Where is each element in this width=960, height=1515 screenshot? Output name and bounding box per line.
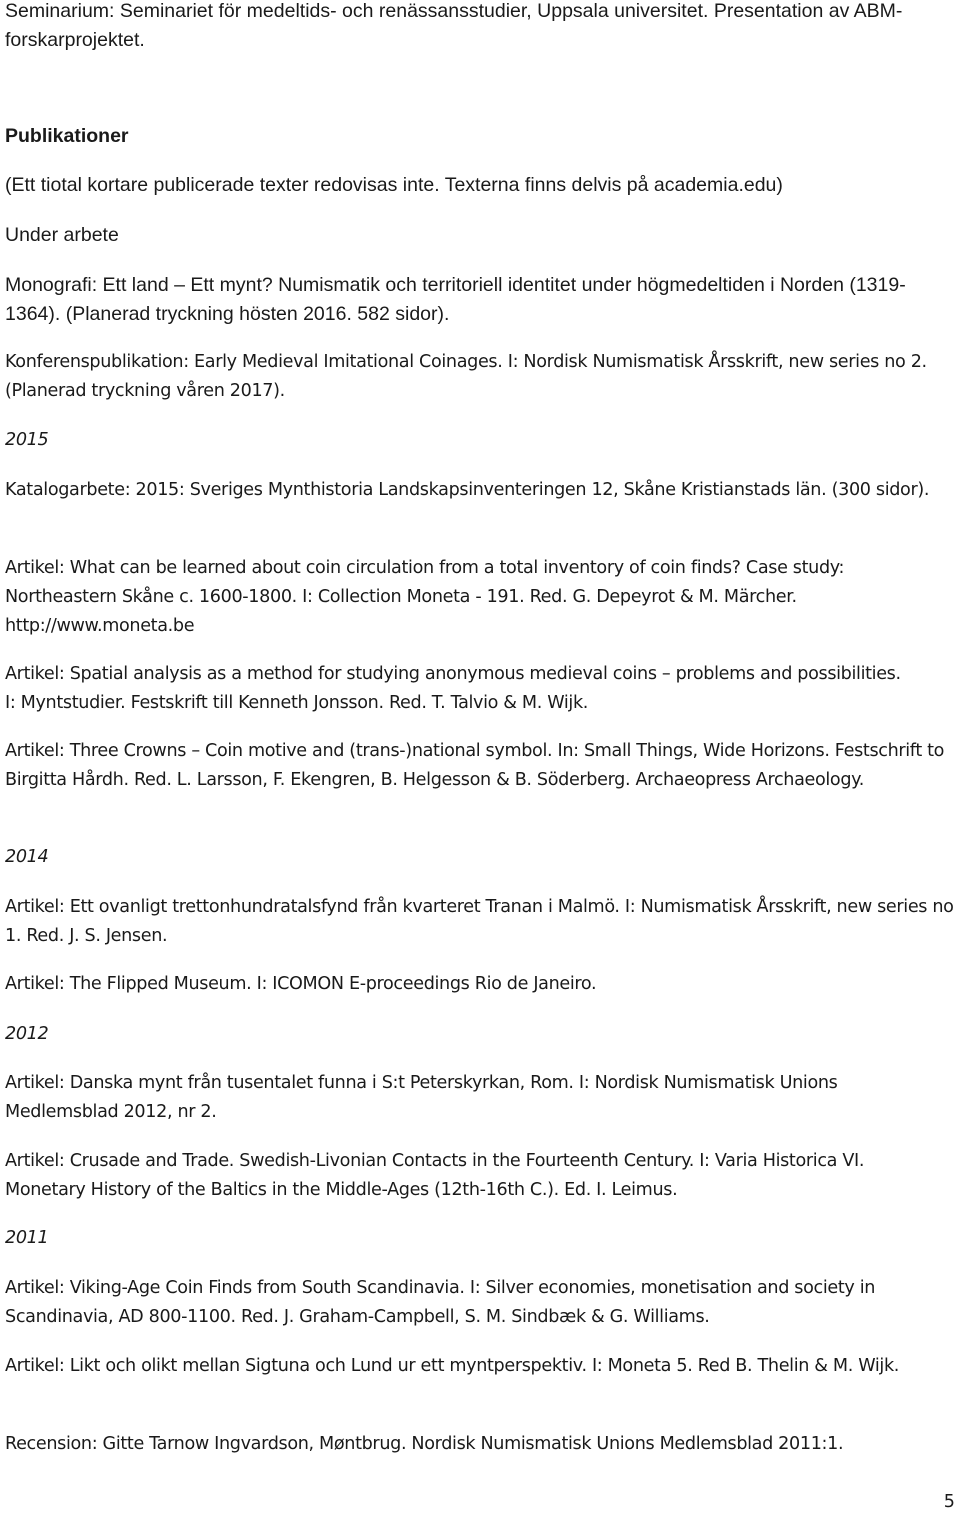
konferens-entry: Konferenspublikation: Early Medieval Imitational Coinages. I: Nordisk Numismatisk Årsskrift, new series no 2. (Planerad tryckning våren 2017). (5, 352, 933, 401)
entry-2015-three-crowns: Artikel: Three Crowns – Coin motive and (trans-)national symbol. In: Small Things, Wide Horizons. Festschrift to Birgitta Hårdh. Red. L. Larsson, F. Ekengren, B. Helgesson & B. Söderberg. Archaeopress Archaeology. (5, 741, 950, 790)
page-number: 5 (943, 1492, 955, 1512)
publikationer-note: (Ett tiotal kortare publicerade texter redovisas inte. Texterna finns delvis på academia.edu) (5, 174, 783, 196)
entry-2015-coin-circulation: Artikel: What can be learned about coin circulation from a total inventory of coin finds? Case study: Northeastern Skåne c. 1600-1800. I: Collection Moneta - 191. Red. G. Depeyrot & M. Märcher. http://www.moneta.be (5, 558, 850, 636)
entry-2011-viking-age: Artikel: Viking-Age Coin Finds from South Scandinavia. I: Silver economies, monetisation and society in Scandinavia, AD 800-1100. Red. J. Graham-Campbell, S. M. Sindbæk & G. Williams. (5, 1278, 881, 1327)
entry-2011-sigtuna-lund: Artikel: Likt och olikt mellan Sigtuna och Lund ur ett myntperspektiv. I: Moneta 5. Red B. Thelin & M. Wijk. (5, 1356, 900, 1376)
entry-2014-flipped-museum: Artikel: The Flipped Museum. I: ICOMON E-proceedings Rio de Janeiro. (5, 974, 597, 994)
year-heading-2014: 2014 (5, 847, 49, 867)
monografi-entry: Monografi: Ett land – Ett mynt? Numismatik och territoriell identitet under högmedeltiden i Norden (1319-1364). (Planerad tryckning hösten 2016. 582 sidor). (5, 274, 906, 325)
year-heading-2015: 2015 (5, 430, 49, 450)
entry-2015-katalog: Katalogarbete: 2015: Sveriges Mynthistoria Landskapsinventeringen 12, Skåne Kristianstads län. (300 sidor). (5, 480, 930, 500)
entry-2012-danska-mynt: Artikel: Danska mynt från tusentalet funna i S:t Peterskyrkan, Rom. I: Nordisk Numismatisk Unions Medlemsblad 2012, nr 2. (5, 1073, 843, 1122)
year-heading-2012: 2012 (5, 1024, 49, 1044)
year-heading-2011: 2011 (5, 1228, 49, 1248)
entry-2015-spatial-analysis: Artikel: Spatial analysis as a method for studying anonymous medieval coins – problems and possibilities. I: Myntstudier. Festskrift till Kenneth Jonsson. Red. T. Talvio & M. Wijk. (5, 664, 906, 713)
seminarium-paragraph: Seminarium: Seminariet för medeltids- och renässansstudier, Uppsala universitet. Presentation av ABM-forskarprojektet. (5, 0, 903, 51)
publikationer-heading: Publikationer (5, 125, 129, 147)
entry-2011-recension: Recension: Gitte Tarnow Ingvardson, Møntbrug. Nordisk Numismatisk Unions Medlemsblad 2011:1. (5, 1434, 844, 1454)
under-arbete-heading: Under arbete (5, 224, 119, 246)
entry-2012-crusade-trade: Artikel: Crusade and Trade. Swedish-Livonian Contacts in the Fourteenth Century. I: Varia Historica VI. Monetary History of the Baltics in the Middle-Ages (12th-16th C.). Ed. I. Leimus. (5, 1151, 870, 1200)
entry-2014-tranan: Artikel: Ett ovanligt trettonhundratalsfynd från kvarteret Tranan i Malmö. I: Numismatisk Årsskrift, new series no 1. Red. J. S. Jensen. (5, 897, 959, 946)
